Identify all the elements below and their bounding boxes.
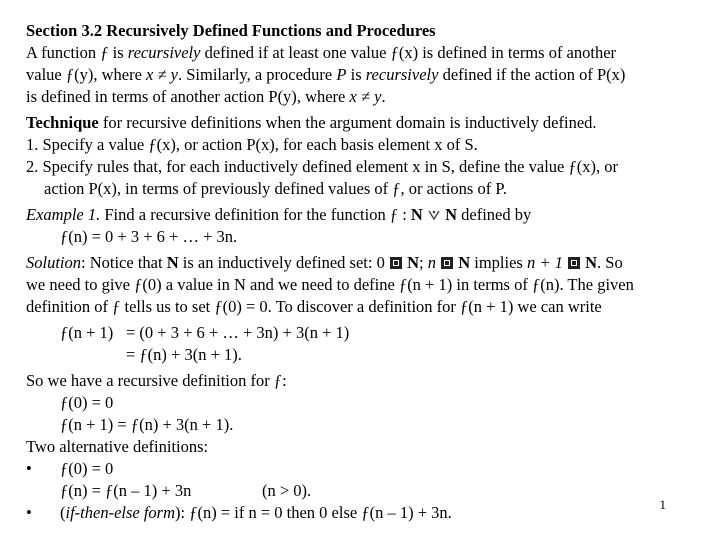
summary-base-case: ƒ(0) = 0 <box>60 393 114 412</box>
page-number: 1 <box>659 497 666 512</box>
element-of-icon <box>389 256 403 270</box>
alternative-2: • (if-then-else form): ƒ(n) = if n = 0 then 0 else ƒ(n – 1) + 3n. <box>26 503 452 522</box>
alternatives-heading: Two alternative definitions: <box>26 437 209 456</box>
example-label: Example 1. <box>26 205 101 224</box>
example-formula: ƒ(n) = 0 + 3 + 6 + … + 3n. <box>60 227 238 246</box>
solution-line-2: we need to give ƒ(0) a value in N and we need to define ƒ(n + 1) in terms of ƒ(n). The given <box>26 275 634 294</box>
bullet: • <box>26 459 32 478</box>
technique-line: Technique for recursive definitions when the argument domain is inductively defined. <box>26 113 597 132</box>
slide-content <box>26 20 706 524</box>
solution-label: Solution <box>26 253 82 272</box>
solution-line-3: definition of ƒ tells us to set ƒ(0) = 0. To discover a definition for ƒ(n + 1) we can write <box>26 297 602 316</box>
technique-step-2-cont: action P(x), in terms of previously defined values of ƒ, or actions of P. <box>44 179 507 198</box>
definition-line-2: value ƒ(y), where x ≠ y. Similarly, a procedure P is recursively defined if the action of P(x) <box>26 65 626 84</box>
section-title: Section 3.2 Recursively Defined Functions and Procedures <box>26 21 436 40</box>
solution-line-1: Solution: Notice that N is an inductively defined set: 0 N; n N implies n + 1 N. So <box>26 253 623 272</box>
maps-to-icon <box>427 208 441 222</box>
summary-recursive-case: ƒ(n + 1) = ƒ(n) + 3(n + 1). <box>60 415 234 434</box>
technique-step-1: 1. Specify a value ƒ(x), or action P(x), for each basis element x of S. <box>26 135 478 154</box>
summary-intro: So we have a recursive definition for ƒ: <box>26 371 287 390</box>
derivation-line-1: ƒ(n + 1) = (0 + 3 + 6 + … + 3n) + 3(n + 1) <box>60 323 350 342</box>
definition-line-3: is defined in terms of another action P(y), where x ≠ y. <box>26 87 386 106</box>
element-of-icon <box>567 256 581 270</box>
derivation-line-2: = ƒ(n) + 3(n + 1). <box>126 345 242 364</box>
bullet: • <box>26 503 32 522</box>
alternative-1: • ƒ(0) = 0 ƒ(n) = ƒ(n – 1) + 3n (n > 0). <box>26 459 312 500</box>
technique-step-2: 2. Specify rules that, for each inductively defined element x in S, define the value ƒ(x), or <box>26 157 618 176</box>
element-of-icon <box>440 256 454 270</box>
definition-line-1: A function ƒ is recursively defined if at least one value ƒ(x) is defined in terms of another <box>26 43 617 62</box>
example-line: Example 1. Find a recursive definition for the function ƒ : N N defined by <box>26 205 532 224</box>
technique-label: Technique <box>26 113 99 132</box>
